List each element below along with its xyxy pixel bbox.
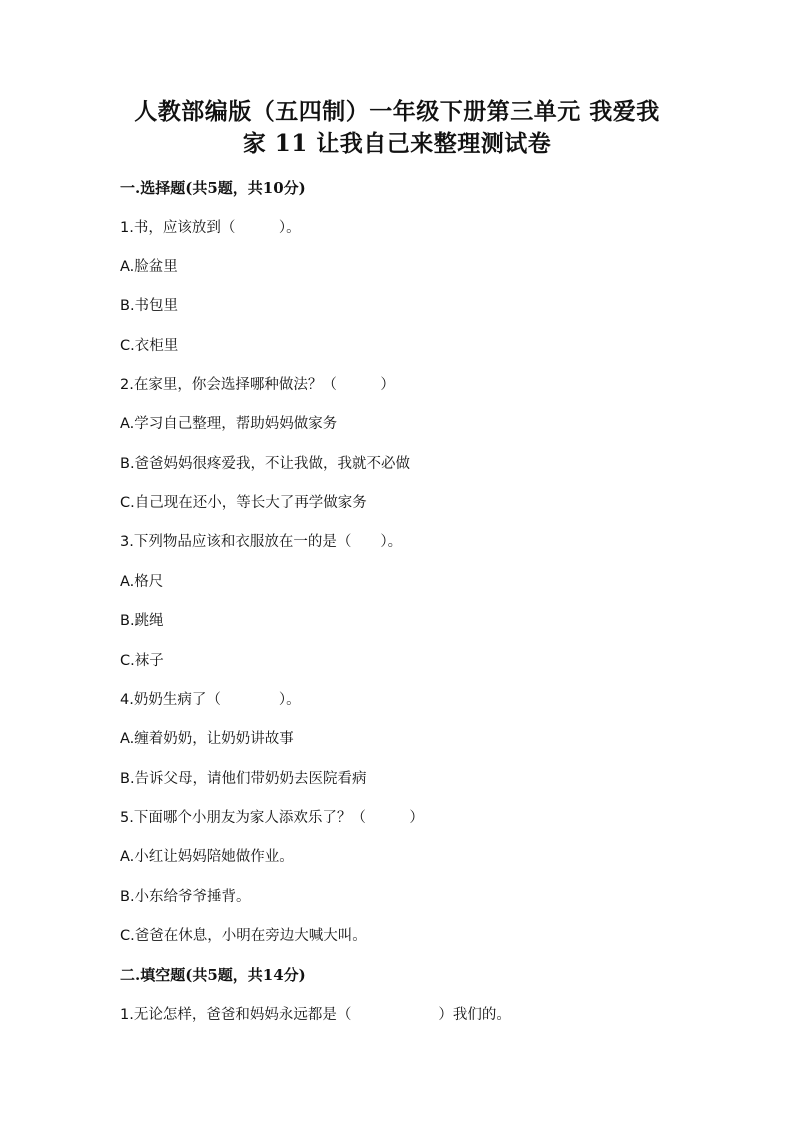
question-2: 2.在家里，你会选择哪种做法？（ ） [120,377,395,393]
section-heading-fill-in: 二.填空题(共5题，共14分) [120,966,306,984]
exam-title-line-2: 家 11 让我自己来整理测试卷 [242,130,552,157]
question-3-option-a: A.格尺 [120,574,164,590]
question-3: 3.下列物品应该和衣服放在一的是（ ）。 [120,534,403,550]
question-4-option-a: A.缠着奶奶，让奶奶讲故事 [120,731,294,747]
question-1-option-c: C.衣柜里 [120,338,179,354]
question-3-option-b: B.跳绳 [120,613,164,629]
question-5-option-c: C.爸爸在休息，小明在旁边大喊大叫。 [120,928,367,944]
question-1-option-a: A.脸盆里 [120,259,178,275]
question-4: 4.奶奶生病了（ ）。 [120,692,301,708]
exam-title-line-1: 人教部编版（五四制）一年级下册第三单元 我爱我 [134,98,660,125]
question-5-option-a: A.小红让妈妈陪她做作业。 [120,849,294,865]
question-5: 5.下面哪个小朋友为家人添欢乐了？（ ） [120,810,424,826]
question-2-option-b: B.爸爸妈妈很疼爱我，不让我做，我就不必做 [120,456,411,472]
question-2-option-c: C.自己现在还小，等长大了再学做家务 [120,495,367,511]
question-2-option-a: A.学习自己整理，帮助妈妈做家务 [120,416,338,432]
section-heading-choice: 一.选择题(共5题，共10分) [120,179,306,197]
question-4-option-b: B.告诉父母，请他们带奶奶去医院看病 [120,771,367,787]
question-1: 1.书，应该放到（ ）。 [120,220,301,236]
question-1-option-b: B.书包里 [120,298,179,314]
question-5-option-b: B.小东给爷爷捶背。 [120,889,251,905]
fill-question-1: 1.无论怎样，爸爸和妈妈永远都是（ ）我们的。 [120,1007,511,1023]
question-3-option-c: C.袜子 [120,653,164,669]
